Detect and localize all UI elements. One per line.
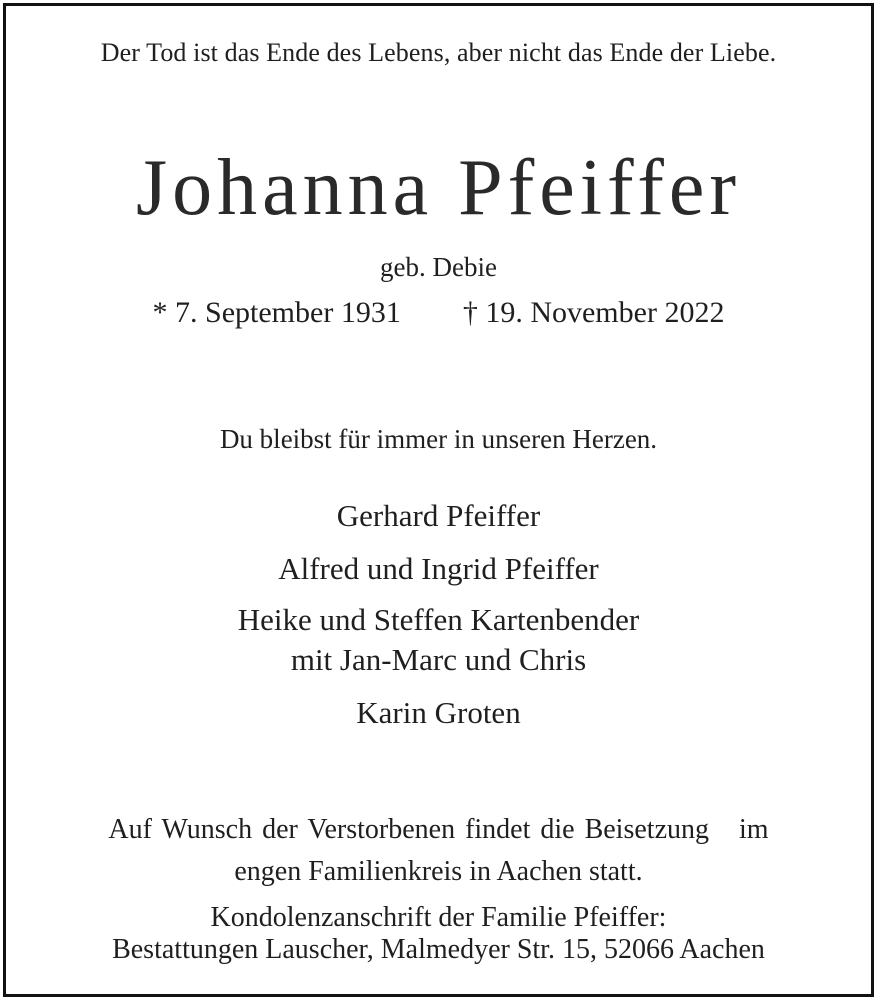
- condolence-address: Bestattungen Lauscher, Malmedyer Str. 15, 52066 Aachen: [112, 934, 765, 965]
- birth-date: * 7. September 1931: [152, 296, 401, 329]
- mourner-name: Karin Groten: [356, 695, 521, 730]
- mourner-name: Heike und Steffen Kartenbender: [237, 602, 640, 637]
- burial-notice-line-1: Auf Wunsch der Verstorbenen findet die Beisetzung im: [108, 814, 769, 845]
- motto-text: Der Tod ist das Ende des Lebens, aber nicht das Ende der Liebe.: [100, 38, 777, 67]
- mourner-name: mit Jan-Marc und Chris: [290, 642, 587, 677]
- death-date: † 19. November 2022: [462, 296, 725, 329]
- mourner-name: Gerhard Pfeiffer: [336, 498, 541, 533]
- condolence-heading: Kondolenzanschrift der Familie Pfeiffer:: [210, 902, 667, 933]
- maiden-name: geb. Debie: [380, 252, 497, 282]
- memorial-quote: Du bleibst für immer in unseren Herzen.: [219, 424, 658, 454]
- burial-notice-line-2: engen Familienkreis in Aachen statt.: [234, 856, 643, 887]
- mourner-name: Alfred und Ingrid Pfeiffer: [278, 551, 599, 586]
- deceased-name: Johanna Pfeiffer: [136, 144, 741, 232]
- life-dates: [0, 296, 877, 330]
